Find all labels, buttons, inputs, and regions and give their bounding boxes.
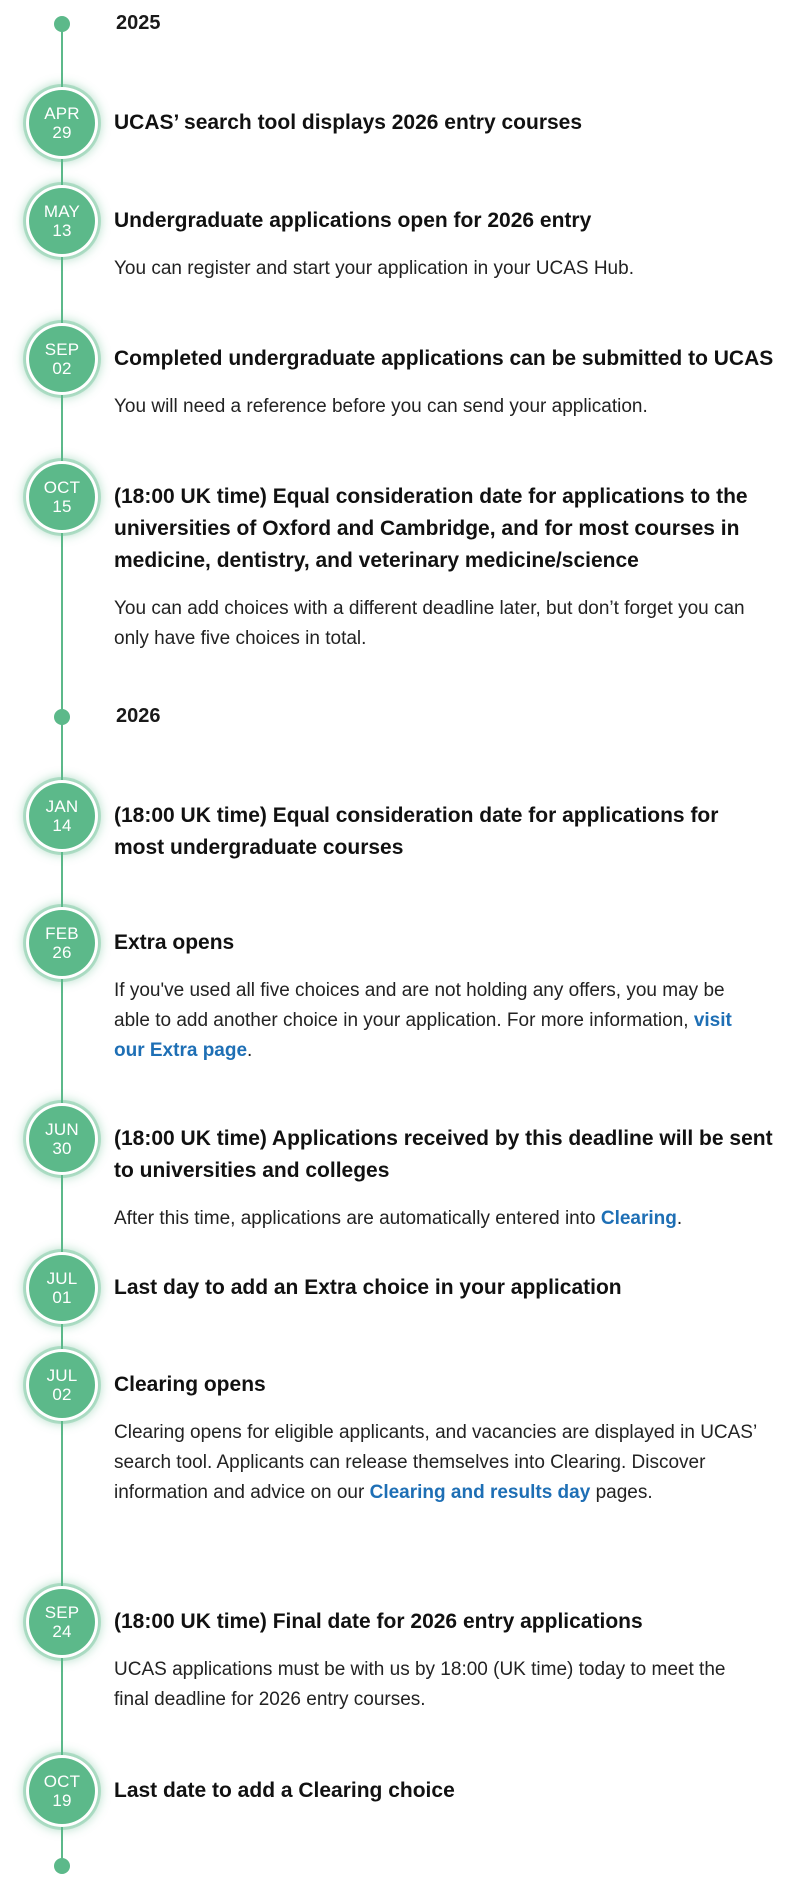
timeline-event — [114, 1369, 774, 1508]
event-title: Clearing opens — [114, 1373, 266, 1396]
event-description: You can add choices with a different deadline later, but don’t forget you can only have five choices in total. — [114, 598, 745, 649]
date-badge — [29, 464, 95, 530]
date-badge — [29, 1352, 95, 1418]
event-title: (18:00 UK time) Equal consideration date for applications for most undergraduate courses — [114, 804, 719, 859]
timeline-event — [114, 1606, 774, 1715]
date-badge — [29, 188, 95, 254]
date-month: APR — [44, 104, 80, 123]
timeline-node-dot — [54, 709, 70, 725]
timeline-event — [114, 1272, 774, 1304]
event-text: If you've used all five choices and are not holding any offers, you may be able to add another choice in your application. For more information, — [114, 980, 725, 1031]
year-heading-2025: 2025 — [116, 12, 161, 34]
event-title: (18:00 UK time) Final date for 2026 entry applications — [114, 1610, 643, 1633]
date-month: JUL — [46, 1366, 78, 1385]
date-day: 30 — [52, 1139, 72, 1158]
date-badge — [29, 1106, 95, 1172]
timeline-event — [114, 1775, 774, 1807]
timeline-event — [114, 343, 774, 422]
date-day: 19 — [52, 1791, 72, 1810]
date-badge — [29, 1589, 95, 1655]
date-day: 26 — [52, 943, 72, 962]
timeline-event — [114, 107, 774, 139]
event-title: Completed undergraduate applications can be submitted to UCAS — [114, 347, 774, 370]
year-heading-2026: 2026 — [116, 705, 161, 727]
event-text: . — [247, 1040, 253, 1061]
date-day: 02 — [52, 359, 72, 378]
date-day: 02 — [52, 1385, 72, 1404]
timeline-event — [114, 205, 774, 284]
date-month: JUL — [46, 1269, 78, 1288]
extra-page-link[interactable]: visit our Extra page — [114, 1010, 732, 1061]
date-day: 14 — [52, 816, 72, 835]
date-day: 13 — [52, 221, 72, 240]
event-description — [114, 1418, 774, 1508]
date-badge — [29, 783, 95, 849]
timeline-event — [114, 481, 774, 654]
event-title: Undergraduate applications open for 2026 entry — [114, 209, 592, 232]
event-text: After this time, applications are automatically entered into — [114, 1208, 601, 1229]
date-month: JUN — [45, 1120, 79, 1139]
event-description — [114, 976, 774, 1066]
timeline-node-dot — [54, 16, 70, 32]
event-description: UCAS applications must be with us by 18:00 (UK time) today to meet the final deadline for 2026 entry courses. — [114, 1659, 726, 1710]
date-day: 29 — [52, 123, 72, 142]
date-day: 15 — [52, 497, 72, 516]
date-month: FEB — [45, 924, 79, 943]
date-month: JAN — [45, 797, 79, 816]
event-title: Last day to add an Extra choice in your application — [114, 1276, 622, 1299]
timeline-end-dot — [54, 1858, 70, 1874]
date-month: MAY — [43, 202, 81, 221]
date-badge — [29, 910, 95, 976]
event-title: (18:00 UK time) Applications received by this deadline will be sent to universities and colleges — [114, 1127, 773, 1182]
event-title: Last date to add a Clearing choice — [114, 1779, 455, 1802]
timeline-event — [114, 800, 774, 864]
date-day: 24 — [52, 1622, 72, 1641]
event-text: pages. — [590, 1482, 653, 1503]
event-description: You can register and start your application in your UCAS Hub. — [114, 258, 634, 279]
date-badge — [29, 1758, 95, 1824]
event-text: Clearing opens for eligible applicants, and vacancies are displayed in UCAS’ search tool. Applicants can release themselves into Clearing. Discover information and advice on our — [114, 1422, 757, 1503]
event-title: Extra opens — [114, 931, 235, 954]
event-title: UCAS’ search tool displays 2026 entry courses — [114, 111, 583, 134]
date-badge — [29, 1255, 95, 1321]
timeline-event — [114, 927, 774, 1066]
date-badge — [29, 90, 95, 156]
timeline-event — [114, 1123, 774, 1234]
event-text: . — [676, 1208, 683, 1229]
event-description: You will need a reference before you can send your application. — [114, 396, 648, 417]
event-description — [114, 1204, 774, 1234]
date-month: OCT — [43, 1772, 81, 1791]
clearing-results-day-link[interactable]: Clearing and results day — [369, 1482, 591, 1503]
date-badge — [29, 326, 95, 392]
clearing-link[interactable]: Clearing — [600, 1208, 677, 1229]
event-title: (18:00 UK time) Equal consideration date for applications to the universities of Oxford and Cambridge, and for most courses in medicine, dentistry, and veterinary medicine/science — [114, 485, 748, 572]
date-month: OCT — [43, 478, 81, 497]
date-month: SEP — [44, 340, 80, 359]
date-month: SEP — [44, 1603, 80, 1622]
date-day: 01 — [52, 1288, 72, 1307]
